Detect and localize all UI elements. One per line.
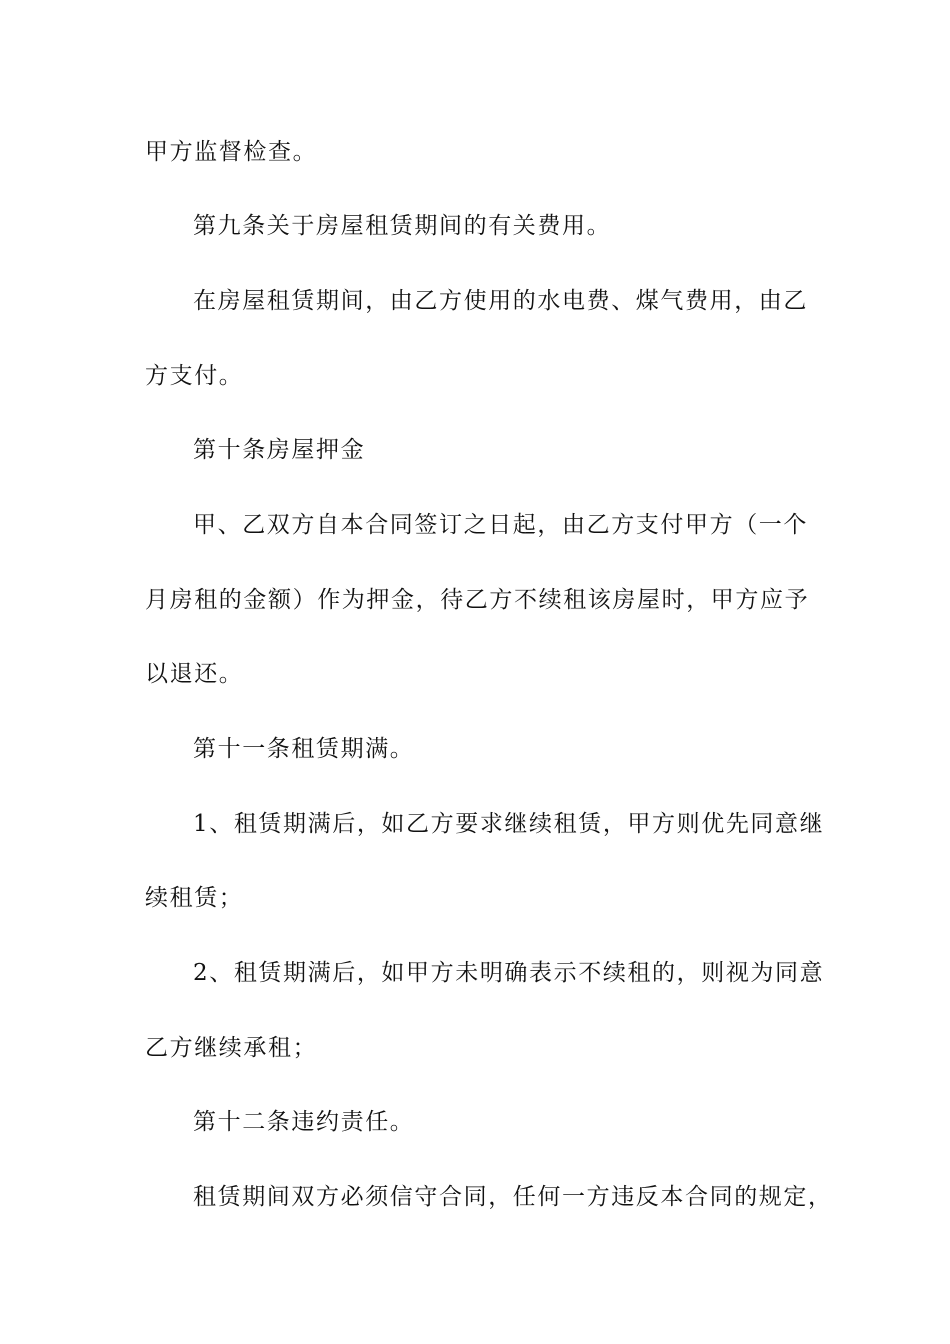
text-line: 甲、乙双方自本合同签订之日起，由乙方支付甲方（一个: [193, 512, 808, 538]
text-line: 乙方继续承租；: [145, 1035, 318, 1061]
text-line: 方支付。: [145, 363, 244, 389]
text-line: 甲方监督检查。: [145, 139, 318, 165]
text-line: 在房屋租赁期间，由乙方使用的水电费、煤气费用，由乙: [193, 288, 808, 314]
text-line: 续租赁；: [145, 885, 244, 911]
text-line: 租赁期间双方必须信守合同，任何一方违反本合同的规定，: [193, 1184, 833, 1210]
list-item-2: 2、租赁期满后，如甲方未明确表示不续租的，则视为同意: [193, 960, 825, 986]
section-heading-12: 第十二条违约责任。: [193, 1109, 415, 1135]
list-item-1: 1、租赁期满后，如乙方要求继续租赁，甲方则优先同意继: [193, 811, 825, 837]
text-line: 月房租的金额）作为押金，待乙方不续租该房屋时，甲方应予: [145, 587, 810, 613]
section-heading-9: 第九条关于房屋租赁期间的有关费用。: [193, 213, 612, 239]
section-heading-11: 第十一条租赁期满。: [193, 736, 415, 762]
section-heading-10: 第十条房屋押金: [193, 437, 366, 463]
text-line: 以退还。: [145, 661, 244, 687]
